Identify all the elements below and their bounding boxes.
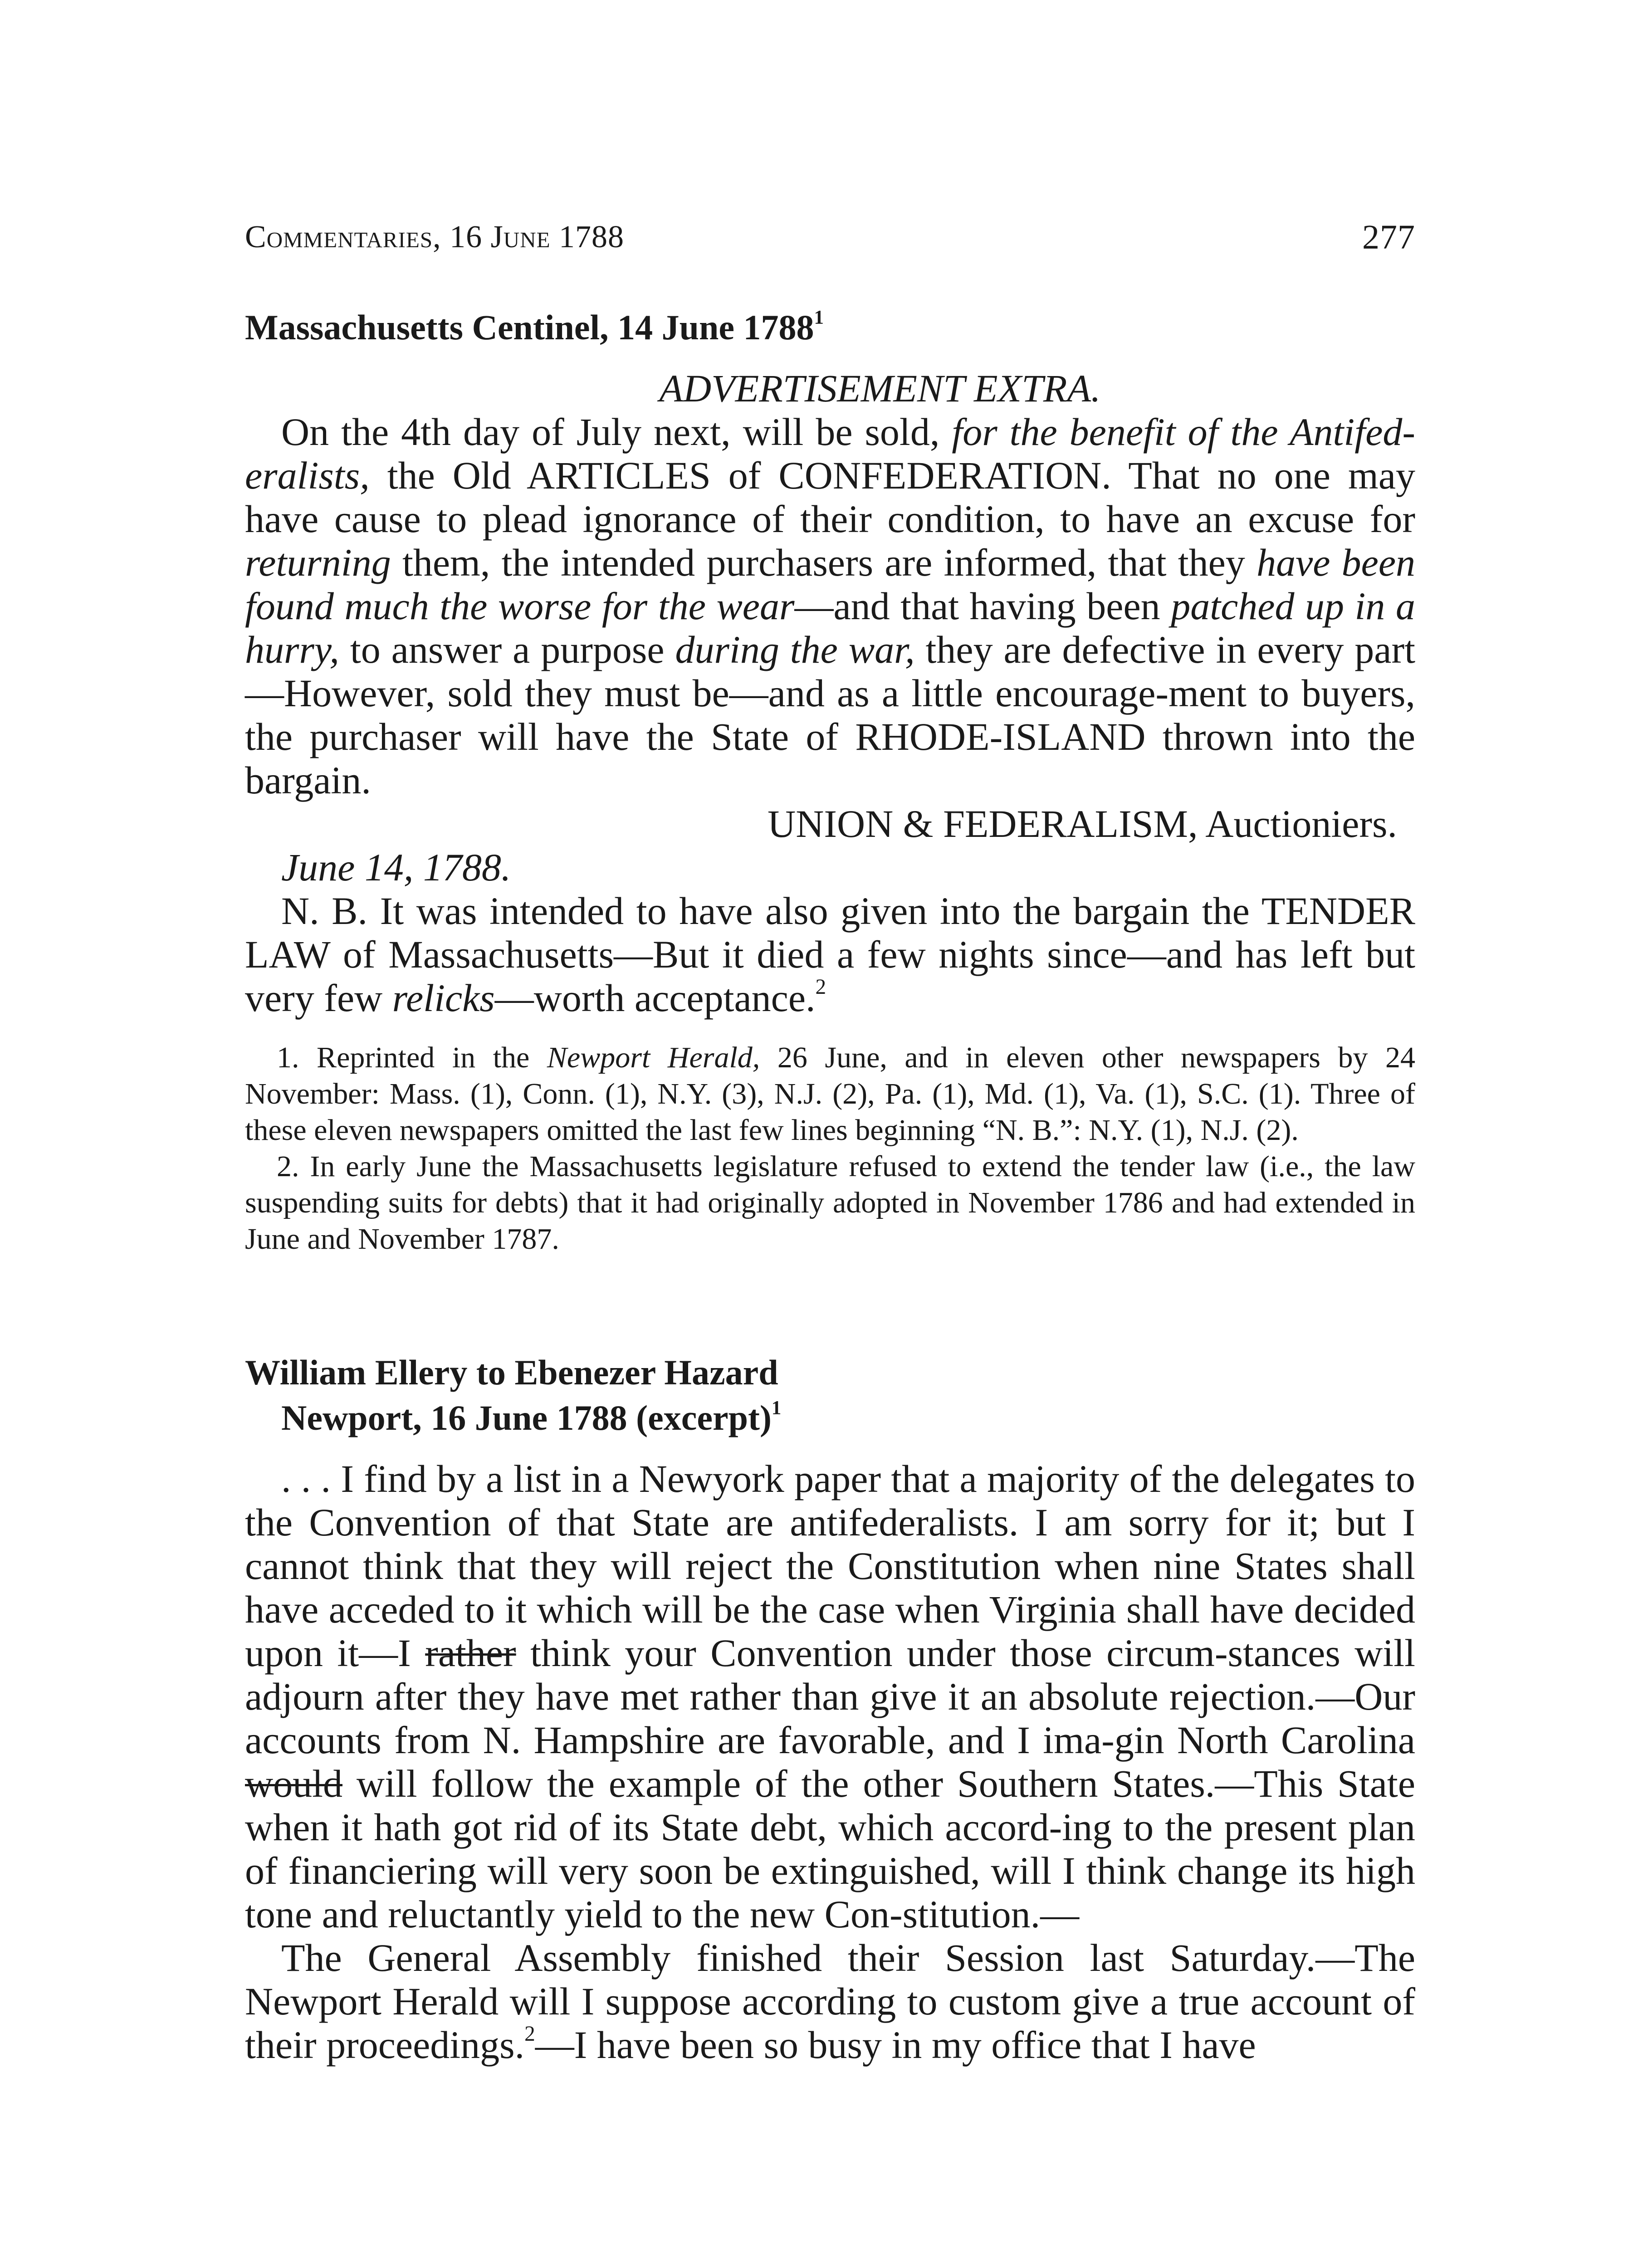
letter-note-ref[interactable]: 2 [524,2022,535,2046]
letter-paragraph-2: The General Assembly finished their Session last Saturday.—The Newport Herald will I suppose according to custom give a true account of their proceedings.$^2$—I have been so busy in my office that I have [245,1936,1415,2067]
doc2-title-line2: Newport, 16 June 1788 (excerpt)$^1$ [281,1397,782,1437]
advert-title: ADVERTISEMENT EXTRA. [659,367,1101,410]
running-head-title: Commentaries, 16 June 1788 [245,220,625,254]
doc2-body [245,1457,1415,2067]
doc1-footnotes [245,1040,1415,1257]
struck-word-would: would [245,1762,342,1805]
running-head [245,217,1415,258]
doc1-body [245,367,1415,1020]
footnote-2: 2. In early June the Massachusetts legislature refused to extend the tender law (i.e., the law suspending suits for debts) that it had originally adopted in November 1786 and had extended in June and November 1787. [245,1150,1415,1256]
letter-paragraph-1: . . . I find by a list in a Newyork paper that a majority of the delegates to the Convention of that State are antifederalists. I am sorry for it; but I cannot think that they will reject the Constitution when nine States shall have acceded to it which will be the case when Virginia shall have decided upon it—I rather think your Convention under those circum-stances will adjourn after they have met rather than give it an absolute rejection.—Our accounts from N. Hampshire are favorable, and I ima-gin North Carolina would will follow the example of the other Southern States.—This State when it hath got rid of its State debt, which accord-ing to the present plan of financiering will very soon be extinguished, will I think change its high tone and reluctantly yield to the new Con-stitution.— [245,1457,1415,1936]
page-number: 277 [1362,218,1415,256]
doc2-title-line1: William Ellery to Ebenezer Hazard [245,1353,778,1392]
struck-word-rather: rather [425,1631,516,1675]
nb-note-ref[interactable]: 2 [815,975,826,999]
doc1-title-note-ref[interactable]: 1 [814,307,824,328]
doc1-title: Massachusetts Centinel, 14 June 1788 [245,308,814,347]
doc1-heading [245,305,1415,350]
nb-paragraph: N. B. It was intended to have also given into the bargain the TENDER LAW of Massachusetts—But it died a few nights since—and has left but very few relicks—worth acceptance.$^2$ [245,889,1415,1020]
footnote-1: 1. Reprinted in the Newport Herald, 26 June, and in eleven other newspapers by 24 November: Mass. (1), Conn. (1), N.Y. (3), N.J. (2), Pa. (1), Md. (1), Va. (1), S.C. (1). Three of these eleven newspapers omitted the last few lines beginning “N. B.”: N.Y. (1), N.J. (2). [245,1041,1415,1147]
doc2-title-note-ref[interactable]: 1 [771,1397,782,1419]
advert-paragraph: On the 4th day of July next, will be sold, for the benefit of the Antifed-eralists, the Old ARTICLES of CONFEDERATION. That no one may have cause to plead ignorance of their condition, to have an excuse for returning them, the intended purchasers are informed, that they have been found much the worse for the wear—and that having been patched up in a hurry, to answer a purpose during the war, they are defective in every part—However, sold they must be—and as a little encourage-ment to buyers, the purchaser will have the State of RHODE-ISLAND thrown into the bargain. [245,410,1416,802]
doc2-heading [245,1350,1415,1441]
advert-signature: UNION & FEDERALISM, Auctioniers. [768,802,1397,846]
advert-dateline: June 14, 1788. [281,846,511,889]
